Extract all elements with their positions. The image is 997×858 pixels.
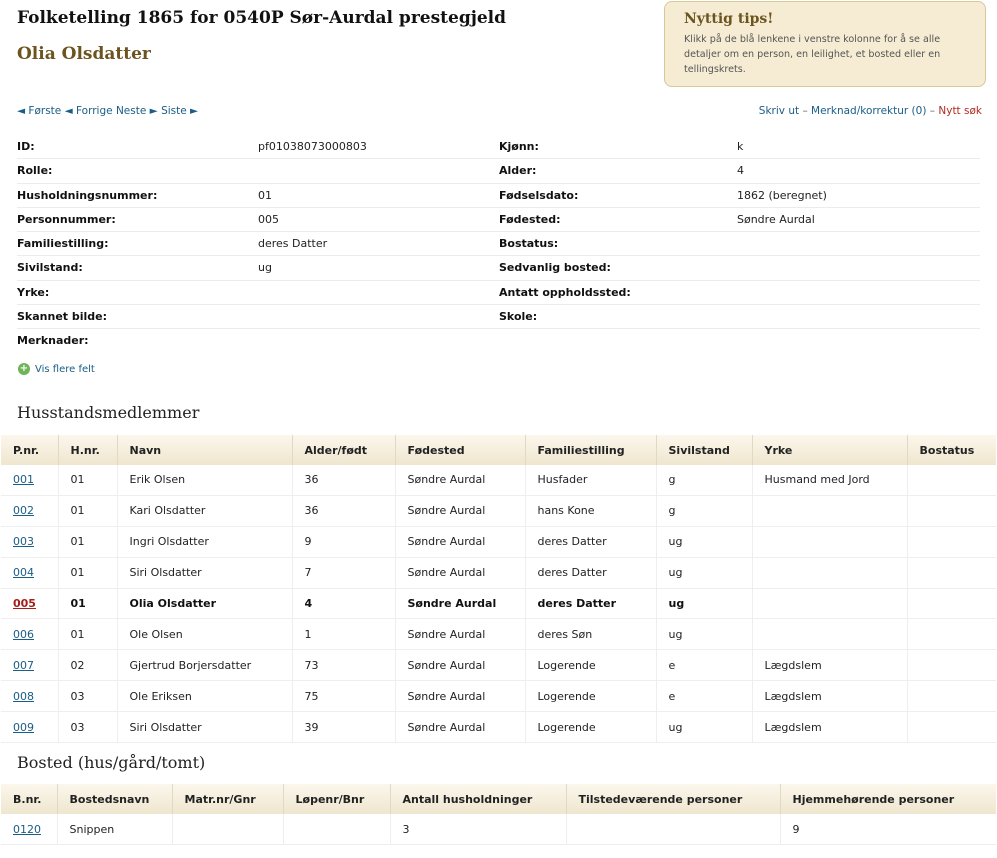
table-cell: Søndre Aurdal: [395, 495, 525, 526]
previous-link[interactable]: ◄ Forrige: [64, 105, 113, 117]
person-number-link[interactable]: 004: [13, 566, 34, 580]
action-links: [759, 105, 982, 117]
table-cell: e: [656, 681, 752, 712]
person-number-link[interactable]: 002: [13, 504, 34, 518]
table-cell: [752, 619, 907, 650]
table-cell: 75: [292, 681, 395, 712]
plus-icon: +: [19, 363, 29, 374]
next-link[interactable]: Neste ►: [115, 105, 158, 117]
detail-row: [17, 208, 980, 232]
table-cell: [907, 526, 996, 557]
table-cell: 3: [390, 814, 566, 845]
table-cell: [907, 465, 996, 495]
person-number-cell: [1, 712, 58, 743]
person-number-link[interactable]: 009: [13, 720, 34, 734]
person-number-cell: [1, 650, 58, 681]
table-cell: Kari Olsdatter: [117, 495, 292, 526]
table-cell: [907, 588, 996, 619]
table-row: [1, 526, 996, 557]
person-number-cell: [1, 619, 58, 650]
person-number-cell: [1, 465, 58, 495]
last-link[interactable]: Siste ►: [161, 105, 199, 117]
table-cell: deres Datter: [525, 588, 656, 619]
table-cell: Husmand med Jord: [752, 465, 907, 495]
table-cell: Søndre Aurdal: [395, 712, 525, 743]
detail-row: [17, 305, 980, 329]
table-cell: Siri Olsdatter: [117, 557, 292, 588]
table-cell: 01: [58, 619, 117, 650]
table-row: [1, 650, 996, 681]
table-cell: 03: [58, 712, 117, 743]
table-cell: [172, 814, 283, 845]
detail-value: [254, 329, 499, 353]
column-header: Alder/født: [292, 435, 395, 465]
table-cell: 9: [292, 526, 395, 557]
table-cell: 1: [292, 619, 395, 650]
detail-value: k: [737, 135, 980, 159]
table-cell: [907, 650, 996, 681]
detail-label: Sedvanlig bosted:: [499, 256, 737, 280]
table-cell: [907, 712, 996, 743]
tips-title: Nyttig tips!: [684, 11, 774, 27]
person-number-link[interactable]: 005: [13, 597, 36, 610]
more-fields-toggle[interactable]: [18, 363, 95, 375]
person-name: Olia Olsdatter: [17, 44, 151, 64]
person-number-link[interactable]: 007: [13, 658, 34, 672]
table-cell: Lægdslem: [752, 681, 907, 712]
detail-label: Fødested:: [499, 208, 737, 232]
detail-label: Antatt oppholdssted:: [499, 281, 737, 305]
detail-label: Fødselsdato:: [499, 184, 737, 208]
bosted-number-link[interactable]: 0120: [13, 822, 41, 836]
table-cell: Logerende: [525, 712, 656, 743]
table-cell: Søndre Aurdal: [395, 526, 525, 557]
table-row: [1, 619, 996, 650]
detail-label: Skannet bilde:: [17, 305, 254, 329]
column-header: Fødested: [395, 435, 525, 465]
column-header: Løpenr/Bnr: [283, 784, 390, 814]
table-cell: 02: [58, 650, 117, 681]
table-cell: [907, 619, 996, 650]
detail-row: [17, 256, 980, 280]
bosted-number-cell: [1, 814, 57, 845]
table-cell: g: [656, 495, 752, 526]
members-table: [1, 435, 996, 743]
tips-box: [664, 1, 986, 87]
person-number-link[interactable]: 006: [13, 627, 34, 641]
table-cell: Olia Olsdatter: [117, 588, 292, 619]
table-cell: [752, 526, 907, 557]
separator: –: [802, 105, 808, 117]
table-cell: [283, 814, 390, 845]
table-cell: 9: [780, 814, 996, 845]
detail-label: Alder:: [499, 159, 737, 183]
column-header: Matr.nr/Gnr: [172, 784, 283, 814]
table-cell: e: [656, 650, 752, 681]
table-cell: ug: [656, 619, 752, 650]
column-header: Yrke: [752, 435, 907, 465]
column-header: H.nr.: [58, 435, 117, 465]
detail-value: [737, 329, 980, 353]
table-cell: 73: [292, 650, 395, 681]
detail-row: [17, 232, 980, 256]
person-number-cell: [1, 681, 58, 712]
detail-value: [737, 281, 980, 305]
table-cell: deres Datter: [525, 557, 656, 588]
table-cell: Logerende: [525, 650, 656, 681]
detail-label: Sivilstand:: [17, 256, 254, 280]
detail-label: Bostatus:: [499, 232, 737, 256]
table-cell: 36: [292, 495, 395, 526]
column-header: Hjemmehørende personer: [780, 784, 996, 814]
table-cell: g: [656, 465, 752, 495]
table-cell: Søndre Aurdal: [395, 588, 525, 619]
table-row: [1, 557, 996, 588]
detail-row: [17, 281, 980, 305]
detail-label: Merknader:: [17, 334, 89, 348]
column-header: P.nr.: [1, 435, 58, 465]
table-row: [1, 495, 996, 526]
detail-label: ID:: [17, 135, 254, 159]
detail-label: Husholdningsnummer:: [17, 184, 254, 208]
detail-value: [254, 159, 499, 183]
table-cell: 01: [58, 495, 117, 526]
table-cell: ug: [656, 588, 752, 619]
detail-value: [254, 305, 499, 329]
detail-label: Familiestilling:: [17, 232, 254, 256]
new-search-link[interactable]: Nytt søk: [938, 105, 982, 117]
table-cell: hans Kone: [525, 495, 656, 526]
table-cell: [907, 495, 996, 526]
detail-value: [737, 305, 980, 329]
column-header: Familiestilling: [525, 435, 656, 465]
table-cell: Husfader: [525, 465, 656, 495]
column-header: Antall husholdninger: [390, 784, 566, 814]
table-cell: 01: [58, 588, 117, 619]
table-cell: deres Datter: [525, 526, 656, 557]
table-cell: [907, 681, 996, 712]
detail-value: [737, 256, 980, 280]
first-link[interactable]: ◄ Første: [17, 105, 62, 117]
column-header: Navn: [117, 435, 292, 465]
table-cell: Erik Olsen: [117, 465, 292, 495]
tips-text: Klikk på de blå lenkene i venstre kolonne for å se alle detaljer om en person, en leilighet, et bosted eller en tellingskrets.: [684, 34, 941, 75]
record-navigation: [17, 105, 198, 117]
page-title: Folketelling 1865 for 0540P Sør-Aurdal prestegjeld: [17, 8, 507, 28]
table-cell: 4: [292, 588, 395, 619]
table-cell: Søndre Aurdal: [395, 681, 525, 712]
person-number-cell: [1, 526, 58, 557]
table-row: [1, 712, 996, 743]
detail-value: deres Datter: [254, 232, 499, 256]
print-link[interactable]: Skriv ut: [758, 105, 800, 117]
table-cell: Ingri Olsdatter: [117, 526, 292, 557]
table-cell: Søndre Aurdal: [395, 650, 525, 681]
person-number-cell: [1, 557, 58, 588]
table-cell: Gjertrud Borjersdatter: [117, 650, 292, 681]
detail-row: [17, 159, 980, 183]
detail-label: Personnummer:: [17, 208, 254, 232]
table-cell: ug: [656, 712, 752, 743]
table-cell: Snippen: [57, 814, 172, 845]
table-row: [1, 588, 996, 619]
table-cell: ug: [656, 557, 752, 588]
table-cell: 01: [58, 465, 117, 495]
table-cell: Søndre Aurdal: [395, 465, 525, 495]
table-cell: Lægdslem: [752, 650, 907, 681]
table-row: [1, 681, 996, 712]
detail-value: Søndre Aurdal: [737, 208, 980, 232]
table-cell: [752, 495, 907, 526]
column-header: Bostatus: [907, 435, 996, 465]
detail-value: ug: [254, 256, 499, 280]
table-cell: Logerende: [525, 681, 656, 712]
bosted-section-title: Bosted (hus/gård/tomt): [17, 753, 206, 772]
table-cell: deres Søn: [525, 619, 656, 650]
table-cell: [907, 557, 996, 588]
detail-value: 005: [254, 208, 499, 232]
table-row: [1, 814, 996, 845]
detail-value: 01: [254, 184, 499, 208]
table-cell: Siri Olsdatter: [117, 712, 292, 743]
person-number-cell: [1, 588, 58, 619]
detail-label: Skole:: [499, 305, 737, 329]
person-number-link[interactable]: 008: [13, 689, 34, 703]
table-cell: [752, 557, 907, 588]
detail-row: [17, 329, 980, 353]
detail-value: 4: [737, 159, 980, 183]
table-cell: Søndre Aurdal: [395, 557, 525, 588]
detail-row: [17, 184, 980, 208]
person-details: [17, 135, 980, 354]
column-header: B.nr.: [1, 784, 57, 814]
table-cell: 01: [58, 526, 117, 557]
table-cell: 36: [292, 465, 395, 495]
person-number-link[interactable]: 001: [13, 473, 34, 487]
table-cell: Søndre Aurdal: [395, 619, 525, 650]
more-fields-label: Vis flere felt: [35, 363, 95, 375]
table-cell: Ole Olsen: [117, 619, 292, 650]
column-header: Sivilstand: [656, 435, 752, 465]
detail-value: [737, 232, 980, 256]
detail-label: Rolle:: [17, 159, 254, 183]
table-cell: Lægdslem: [752, 712, 907, 743]
column-header: Tilstedeværende personer: [566, 784, 780, 814]
person-number-cell: [1, 495, 58, 526]
detail-row: [17, 135, 980, 159]
table-cell: ug: [656, 526, 752, 557]
column-header: Bostedsnavn: [57, 784, 172, 814]
table-cell: Ole Eriksen: [117, 681, 292, 712]
table-cell: 7: [292, 557, 395, 588]
bosted-table: [1, 784, 996, 845]
table-cell: 01: [58, 557, 117, 588]
detail-value: [254, 281, 499, 305]
detail-value: pf01038073000803: [254, 135, 499, 159]
detail-value: 1862 (beregnet): [737, 184, 980, 208]
table-row: [1, 465, 996, 495]
remark-link[interactable]: Merknad/korrektur (0): [811, 105, 927, 117]
table-cell: 03: [58, 681, 117, 712]
person-number-link[interactable]: 003: [13, 535, 34, 549]
table-cell: 39: [292, 712, 395, 743]
members-section-title: Husstandsmedlemmer: [17, 403, 200, 422]
table-cell: [752, 588, 907, 619]
detail-label: Yrke:: [17, 281, 254, 305]
separator: –: [929, 105, 936, 117]
detail-label: [499, 329, 737, 353]
table-cell: [566, 814, 780, 845]
detail-label: Kjønn:: [499, 135, 737, 159]
